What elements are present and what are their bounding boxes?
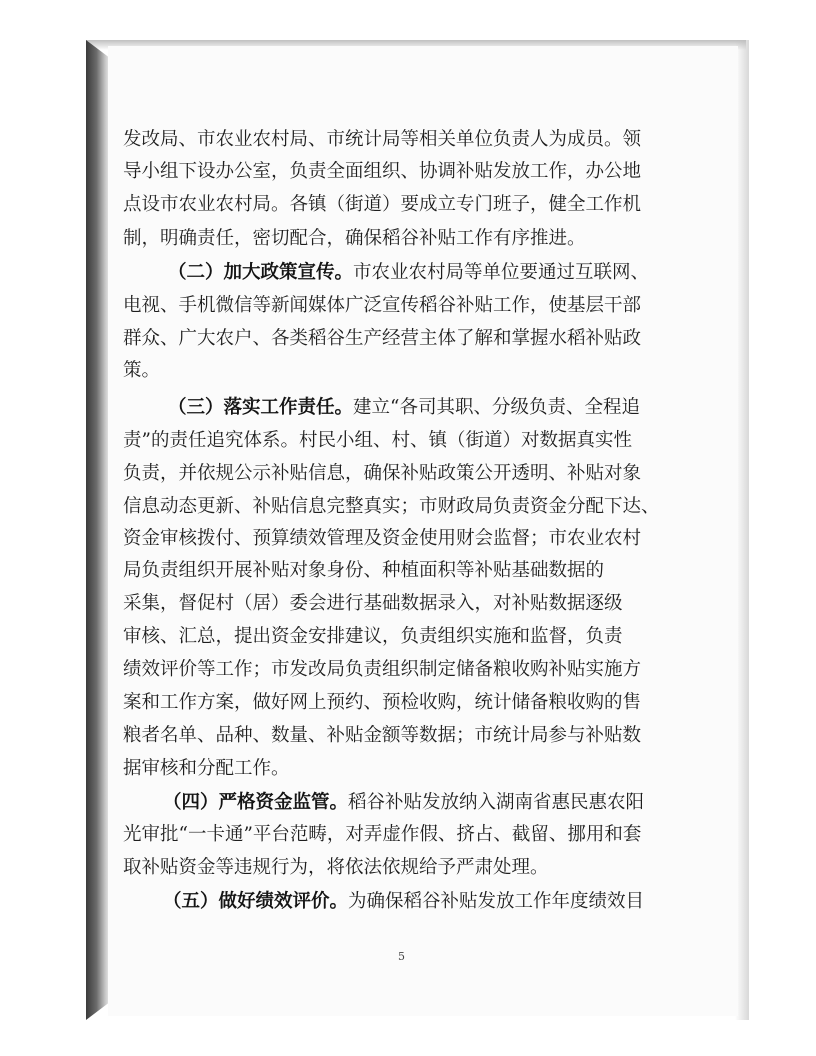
section-4-first-line: （四）严格资金监管。稻谷补贴发放纳入湖南省惠民惠农阳 [163, 792, 645, 813]
text-line: 局负责组织开展补贴对象身份、种植面积等补贴基础数据的 [123, 560, 605, 581]
text-line: 粮者名单、品种、数量、补贴金额等数据；市统计局参与补贴数 [123, 725, 642, 746]
text-line: 绩效评价等工作；市发改局负责组织制定储备粮收购补贴实施方 [123, 659, 642, 680]
section-3-first-line: （三）落实工作责任。建立“各司其职、分级负责、全程追 [168, 397, 640, 418]
section-heading: （二）加大政策宣传。 [168, 262, 354, 283]
text-line: 导小组下设办公室，负责全面组织、协调补贴发放工作，办公地 [123, 161, 642, 182]
section-heading: （四）严格资金监管。 [163, 792, 349, 813]
text-line: 责”的责任追究体系。村民小组、村、镇（街道）对数据真实性 [123, 430, 632, 451]
text-line: 电视、手机微信等新闻媒体广泛宣传稻谷补贴工作，使基层干部 [123, 295, 642, 316]
section-heading: （五）做好绩效评价。 [163, 891, 349, 912]
section-heading: （三）落实工作责任。 [168, 397, 354, 418]
text-line: 据审核和分配工作。 [123, 758, 290, 779]
text-line: 策。 [123, 360, 161, 381]
text-line: 发改局、市农业农村局、市统计局等相关单位负责人为成员。领 [123, 129, 642, 150]
section-5-first-line: （五）做好绩效评价。为确保稻谷补贴发放工作年度绩效目 [163, 891, 645, 912]
text-line: 采集，督促村（居）委会进行基础数据录入，对补贴数据逐级 [123, 593, 623, 614]
text-line: 审核、汇总，提出资金安排建议，负责组织实施和监督，负责 [123, 626, 623, 647]
text-line: 点设市农业农村局。各镇（街道）要成立专门班子，健全工作机 [123, 194, 642, 215]
text-line: 取补贴资金等违规行为，将依法依规给予严肃处理。 [123, 857, 549, 878]
text-line: 案和工作方案，做好网上预约、预检收购，统计储备粮收购的售 [123, 692, 642, 713]
text-line: 资金审核拨付、预算绩效管理及资金使用财会监督；市农业农村 [123, 528, 642, 549]
text-line: 光审批“一卡通”平台范畴，对弄虚作假、挤占、截留、挪用和套 [123, 824, 642, 845]
text-line: 负责，并依规公示补贴信息，确保补贴政策公开透明、补贴对象 [123, 463, 642, 484]
page-number: 5 [398, 950, 405, 963]
section-2-first-line: （二）加大政策宣传。市农业农村局等单位要通过互联网、 [168, 262, 650, 283]
text-line: 群众、广大农户、各类稻谷生产经营主体了解和掌握水稻补贴政 [123, 328, 642, 349]
text-line: 信息动态更新、补贴信息完整真实；市财政局负责资金分配下达、 [123, 496, 660, 517]
text-line: 制，明确责任，密切配合，确保稻谷补贴工作有序推进。 [123, 228, 586, 249]
